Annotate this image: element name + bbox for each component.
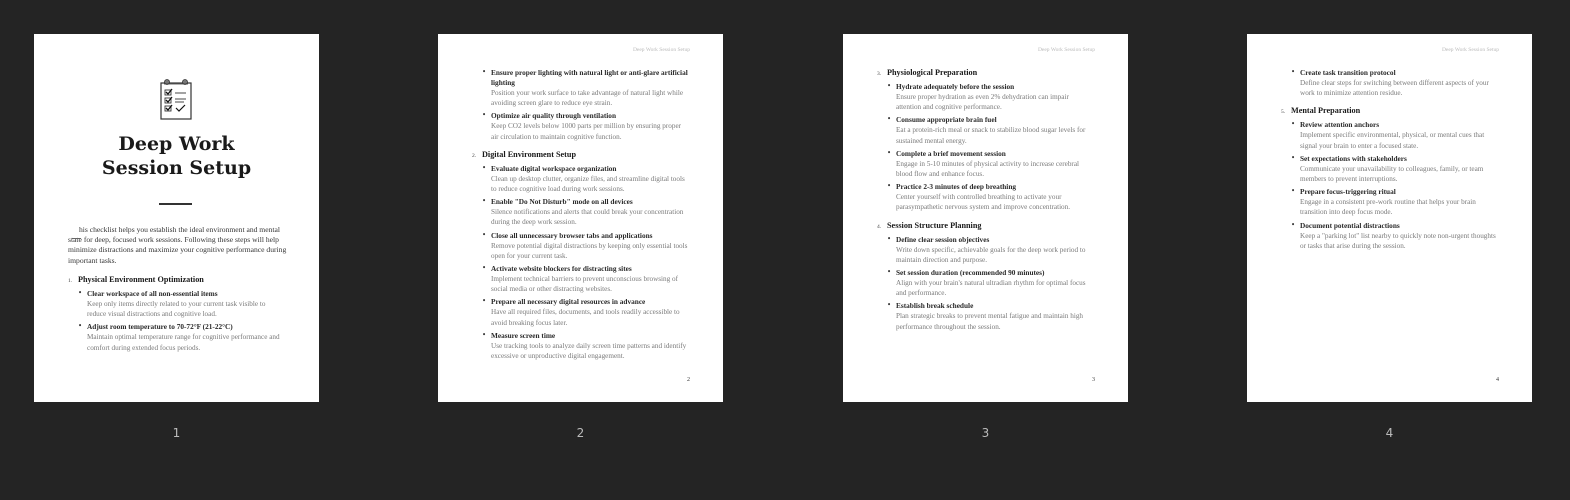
item-description: Ensure proper hydration as even 2% dehydration can impair attention and cognitive performance. (896, 93, 1069, 112)
page-label-1[interactable]: 1 (172, 426, 181, 440)
item-title: Measure screen time (491, 330, 556, 340)
item-description: Engage in 5-10 minutes of physical activity to increase cerebral blood flow and enhance focus. (896, 159, 1080, 179)
item-description: Write down specific, achievable goals for the deep work period to maintain direction and purpose. (896, 245, 1086, 264)
item-title: Consume appropriate brain fuel (896, 115, 997, 125)
page-2-content (472, 68, 690, 361)
item-title: Adjust room temperature to 70-72°F (21-22°C) (87, 322, 233, 332)
bullet-icon: • (78, 322, 83, 331)
bullet-icon: • (887, 148, 892, 157)
bullet-icon: • (482, 163, 487, 172)
checklist-item (472, 197, 690, 227)
item-title: Ensure proper lighting with natural light or anti-glare artificial lighting (491, 68, 688, 87)
bullet-icon: • (482, 264, 487, 273)
checklist-item (1281, 187, 1499, 217)
item-title: Clear workspace of all non-essential items (87, 289, 218, 298)
checklist-item (472, 68, 690, 108)
section-heading (877, 68, 1095, 77)
checklist-item (877, 182, 1095, 212)
checklist-item (877, 149, 1095, 179)
section-number: 3. (877, 71, 882, 77)
item-description: Implement specific environmental, physical, or mental cues that signal your brain to enter a focused state. (1300, 131, 1485, 150)
checklist-clipboard-icon (158, 77, 194, 121)
section-heading (68, 275, 286, 284)
document-title (34, 132, 319, 180)
section-heading (1281, 106, 1499, 115)
section-title: Physical Environment Optimization (78, 275, 204, 284)
item-title: Establish break schedule (896, 301, 974, 311)
item-description: Silence notifications and alerts that could break your concentration during the deep work session. (491, 208, 684, 227)
bullet-icon: • (1291, 68, 1296, 76)
page-3-content (877, 68, 1095, 332)
item-description: Center yourself with controlled breathing to activate your parasympathetic nervous system and improve concentration. (896, 193, 1071, 212)
section-title: Digital Environment Setup (482, 149, 577, 159)
page-label-2[interactable]: 2 (576, 426, 585, 440)
bullet-icon: • (482, 111, 487, 120)
item-title: Optimize air quality through ventilation (491, 111, 617, 121)
item-description: Communicate your unavailability to colleagues, family, or team members to prevent interruptions. (1300, 164, 1484, 184)
bullet-icon: • (482, 68, 487, 76)
section-number: 5. (1281, 109, 1286, 116)
bullet-icon: • (887, 234, 892, 243)
title-line-2: Session Setup (101, 157, 252, 179)
page-1-content (68, 275, 286, 353)
item-description: Align with your brain's natural ultradian rhythm for optimal focus and performance. (896, 279, 1086, 298)
item-description: Clean up desktop clutter, organize files, and streamline digital tools to reduce cognitive load during work sessions. (491, 174, 685, 194)
item-description: Use tracking tools to analyze daily screen time patterns and identify excessive or unproductive digital engagement. (491, 341, 687, 361)
page-label-3[interactable]: 3 (981, 426, 990, 440)
checklist-item (472, 231, 690, 261)
item-description: Keep CO2 levels below 1000 parts per million by ensuring proper air circulation to maintain cognitive function. (491, 122, 682, 141)
page-1[interactable] (34, 34, 319, 402)
checklist-item (877, 235, 1095, 265)
item-title: Review attention anchors (1300, 120, 1380, 130)
checklist-item (877, 115, 1095, 145)
item-title: Practice 2-3 minutes of deep breathing (896, 182, 1017, 192)
title-line-1: Deep Work (118, 133, 235, 155)
item-title: Create task transition protocol (1300, 68, 1396, 77)
page-number: 2 (687, 377, 690, 383)
item-description: Remove potential digital distractions by keeping only essential tools open for your current task. (491, 241, 688, 260)
checklist-item (877, 301, 1095, 331)
item-title: Define clear session objectives (896, 234, 990, 244)
item-description: Keep only items directly related to your current task visible to reduce visual distractions and cognitive load. (87, 300, 266, 319)
bullet-icon: • (482, 230, 487, 239)
title-divider (159, 203, 192, 205)
item-description: Position your work surface to take advantage of natural light while avoiding screen glare to reduce eye strain. (491, 89, 684, 108)
bullet-icon: • (482, 297, 487, 306)
checklist-item (472, 331, 690, 361)
section-title: Mental Preparation (1291, 106, 1361, 116)
bullet-icon: • (887, 82, 892, 90)
item-title: Hydrate adequately before the session (896, 82, 1015, 91)
item-description: Implement technical barriers to prevent unconscious browsing of social media or other distracting websites. (491, 275, 679, 294)
checklist-item (472, 111, 690, 141)
bullet-icon: • (887, 301, 892, 310)
section-number: 1. (68, 278, 73, 284)
item-title: Document potential distractions (1300, 220, 1400, 230)
checklist-item (877, 268, 1095, 298)
checklist-item (1281, 221, 1499, 251)
section-heading (472, 150, 690, 159)
page-4[interactable] (1247, 34, 1532, 402)
section-title: Physiological Preparation (887, 68, 978, 77)
bullet-icon: • (1291, 153, 1296, 162)
item-title: Close all unnecessary browser tabs and applications (491, 230, 653, 240)
running-head: Deep Work Session Setup (1037, 47, 1095, 53)
section-title: Session Structure Planning (887, 220, 982, 230)
page-label-4[interactable]: 4 (1385, 426, 1394, 440)
item-title: Prepare all necessary digital resources in advance (491, 297, 646, 307)
checklist-item (68, 322, 286, 352)
bullet-icon: • (887, 115, 892, 124)
page-4-content (1281, 68, 1499, 251)
item-description: Define clear steps for switching between different aspects of your work to minimize attention residue. (1300, 79, 1489, 98)
item-title: Set session duration (recommended 90 minutes) (896, 268, 1045, 278)
checklist-item (472, 297, 690, 327)
item-title: Evaluate digital workspace organization (491, 163, 617, 173)
item-title: Set expectations with stakeholders (1300, 153, 1407, 163)
item-description: Eat a protein-rich meal or snack to stabilize blood sugar levels for sustained mental energy. (896, 126, 1086, 145)
bullet-icon: • (1291, 120, 1296, 129)
checklist-item (472, 164, 690, 194)
checklist-item (1281, 154, 1499, 184)
intro-paragraph (68, 225, 289, 266)
item-description: Maintain optimal temperature range for cognitive performance and comfort during extended focus periods. (87, 333, 280, 352)
item-description: Keep a "parking lot" list nearby to quickly note non-urgent thoughts or tasks that arise during the session. (1300, 231, 1496, 250)
bullet-icon: • (482, 197, 487, 206)
item-description: Plan strategic breaks to prevent mental fatigue and maintain high performance throughout the session. (896, 312, 1084, 331)
intro-text: his checklist helps you establish the ideal environment and mental state for deep, focused work sessions. Following these steps will help minimize distractions and maximize your cognitive performance during important tasks. (68, 225, 287, 265)
checklist-item (1281, 68, 1499, 98)
section-number: 4. (877, 223, 882, 230)
bullet-icon: • (887, 268, 892, 277)
running-head: Deep Work Session Setup (1441, 47, 1499, 53)
item-title: Prepare focus-triggering ritual (1300, 187, 1396, 197)
checklist-item (472, 264, 690, 294)
bullet-icon: • (1291, 220, 1296, 229)
bullet-icon: • (78, 289, 83, 297)
item-description: Have all required files, documents, and tools readily accessible to avoid breaking focus later. (491, 308, 680, 327)
page-2[interactable] (438, 34, 723, 402)
section-number: 2. (472, 152, 477, 159)
bullet-icon: • (482, 330, 487, 339)
item-description: Engage in a consistent pre-work routine that helps your brain transition into deep focus mode. (1300, 198, 1476, 217)
checklist-item (68, 289, 286, 319)
checklist-item (877, 82, 1095, 112)
checklist-item (1281, 120, 1499, 150)
page-number: 3 (1092, 377, 1095, 383)
bullet-icon: • (887, 182, 892, 191)
bullet-icon: • (1291, 187, 1296, 196)
page-number: 4 (1496, 377, 1499, 383)
dropcap-placeholder (72, 238, 81, 239)
item-title: Enable "Do Not Disturb" mode on all devices (491, 197, 633, 207)
page-3[interactable] (843, 34, 1128, 402)
item-title: Complete a brief movement session (896, 148, 1006, 158)
section-heading (877, 221, 1095, 230)
running-head: Deep Work Session Setup (632, 47, 690, 53)
item-title: Activate website blockers for distracting sites (491, 264, 632, 274)
